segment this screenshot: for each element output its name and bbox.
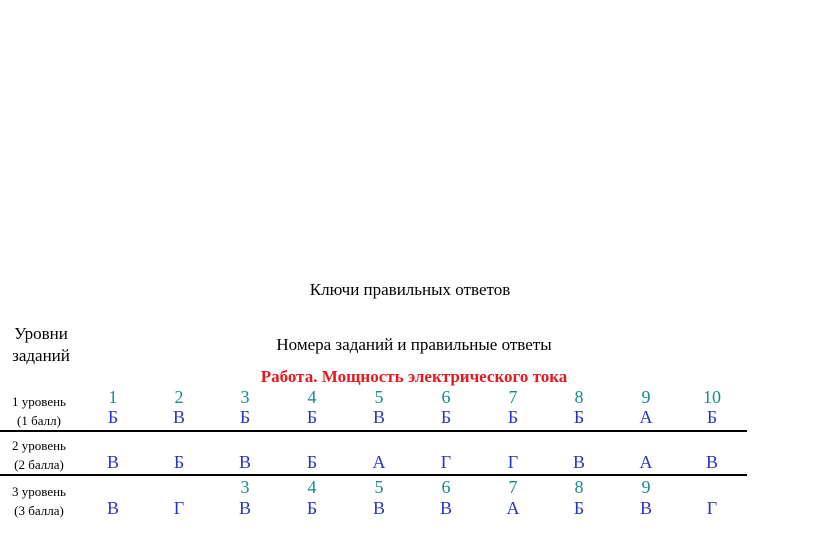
row-label-level-1 bbox=[4, 392, 74, 430]
answer-cell: Б bbox=[573, 498, 585, 518]
answer-cell: Б bbox=[573, 407, 585, 427]
row-divider-2 bbox=[0, 474, 747, 476]
answer-cell: Г bbox=[706, 498, 718, 518]
answer-cell: В bbox=[172, 407, 185, 427]
answer-cell: В bbox=[238, 498, 251, 518]
levels-header: Уровни заданий bbox=[12, 324, 70, 365]
answer-cell: В bbox=[572, 452, 585, 472]
answer-cell: Б bbox=[173, 452, 185, 472]
answer-cell: В bbox=[439, 498, 452, 518]
task-number: 7 bbox=[508, 387, 518, 407]
answer-cell: Г bbox=[173, 498, 185, 518]
answer-cell: В bbox=[106, 498, 119, 518]
task-number: 6 bbox=[441, 387, 451, 407]
row-label-line2: (1 балл) bbox=[17, 413, 61, 428]
row-divider-1 bbox=[0, 430, 747, 432]
task-number: 9 bbox=[641, 387, 651, 407]
page-title: Ключи правильных ответов bbox=[309, 280, 511, 299]
row-label-line2: (2 балла) bbox=[14, 457, 64, 472]
task-number: 1 bbox=[108, 387, 118, 407]
task-number: 3 bbox=[240, 477, 250, 497]
row-label-line1: 3 уровень bbox=[12, 484, 66, 499]
answer-cell: В bbox=[705, 452, 718, 472]
row-label-line1: 2 уровень bbox=[12, 438, 66, 453]
task-number: 4 bbox=[307, 387, 317, 407]
answer-cell: Б bbox=[306, 452, 318, 472]
answer-cell: Г bbox=[507, 452, 519, 472]
task-number: 7 bbox=[508, 477, 518, 497]
answer-cell: В bbox=[238, 452, 251, 472]
task-number: 8 bbox=[574, 477, 584, 497]
task-number: 9 bbox=[641, 477, 651, 497]
row-label-level-2 bbox=[4, 436, 74, 474]
answer-cell: А bbox=[639, 407, 653, 427]
answer-cell: Б bbox=[107, 407, 119, 427]
answer-cell: В bbox=[372, 407, 385, 427]
answer-cell: В bbox=[639, 498, 652, 518]
task-number: 5 bbox=[374, 387, 384, 407]
answer-cell: Г bbox=[440, 452, 452, 472]
task-number: 2 bbox=[174, 387, 184, 407]
answer-cell: Б bbox=[239, 407, 251, 427]
task-number: 4 bbox=[307, 477, 317, 497]
task-number: 10 bbox=[703, 387, 721, 407]
topic-heading: Работа. Мощность электрического тока bbox=[260, 367, 568, 386]
answer-cell: А bbox=[639, 452, 653, 472]
task-number: 6 bbox=[441, 477, 451, 497]
answer-cell: Б bbox=[507, 407, 519, 427]
row-label-line1: 1 уровень bbox=[12, 394, 66, 409]
task-number: 3 bbox=[240, 387, 250, 407]
tasks-header: Номера заданий и правильные ответы bbox=[276, 335, 552, 354]
answer-cell: Б bbox=[306, 407, 318, 427]
row-label-line2: (3 балла) bbox=[14, 503, 64, 518]
task-number: 8 bbox=[574, 387, 584, 407]
answer-cell: В bbox=[372, 498, 385, 518]
answer-cell: А bbox=[506, 498, 520, 518]
answer-cell: В bbox=[106, 452, 119, 472]
answer-cell: Б bbox=[440, 407, 452, 427]
answer-cell: Б bbox=[706, 407, 718, 427]
row-label-level-3 bbox=[4, 482, 74, 520]
answer-cell: А bbox=[372, 452, 386, 472]
task-number: 5 bbox=[374, 477, 384, 497]
answer-cell: Б bbox=[306, 498, 318, 518]
